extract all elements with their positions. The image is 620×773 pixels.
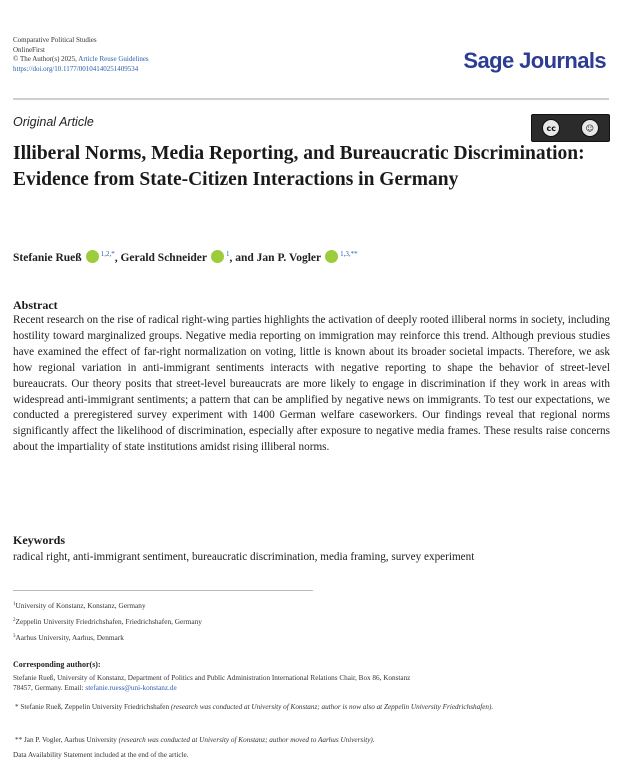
journal-meta (13, 36, 149, 74)
author-name[interactable]: Stefanie Rueß (13, 252, 82, 264)
affiliation-item: $^3$Aarhus University, Aarhus, Denmark (13, 633, 124, 642)
author-affiliation-marks: 1,3,** (340, 250, 358, 258)
orcid-icon[interactable] (325, 250, 338, 263)
abstract-heading: Abstract (13, 298, 58, 312)
author-affiliation-marks: 1,2,* (100, 250, 115, 258)
orcid-icon[interactable] (211, 250, 224, 263)
abstract-text: Recent research on the rise of radical right-wing parties highlights the activation of deeply rooted illiberal norms in society, including hostility toward marginalized groups. Negative media reporting on immigration may reinforce this trend. Although previous studies have examined the effect of far-right normalization on voting, little is known about its broader societal impacts. Therefore, we ask how regional variation in anti-immigrant sentiments interacts with negative reporting to shape the behavior of street-level bureaucrats. Our theory posits that street-level bureaucrats are more likely to engage in discrimination if they work in areas with widespread anti-immigrant sentiments; a pattern that can be amplified by negative news on immigrants. To test our expectations, we conducted a preregistered survey experiment with 1400 German welfare caseworkers. Our findings reveal that regional norms significantly affect the likelihood of discrimination, especially after exposure to negative media frames. These results raise concerns about the impartiality of state institutions amidst rising illiberal norms. (13, 314, 611, 454)
by-attribution-icon: ☺ (581, 119, 599, 137)
affiliation-item: $^2$Zeppelin University Friedrichshafen, Friedrichshafen, Germany (13, 617, 202, 626)
keywords-text: radical right, anti-immigrant sentiment, bureaucratic discrimination, media framing, survey experiment (13, 551, 475, 563)
header-divider (13, 98, 609, 100)
copyright-line (13, 55, 149, 65)
reuse-guidelines-link[interactable]: Article Reuse Guidelines (78, 55, 149, 64)
cc-license-badge[interactable] (531, 114, 610, 142)
publication-status: OnlineFirst (13, 45, 45, 54)
author-list: Stefanie Rueß $^{1,2,*}$, Gerald Schneider $^1$, and Jan P. Vogler $^{1,3,**}$ (13, 250, 358, 264)
cc-icon: cc (542, 119, 560, 137)
author-affiliation-marks: 1 (226, 250, 230, 258)
article-type-label: Original Article (13, 115, 94, 129)
corresponding-author-details (13, 673, 610, 693)
author-note: * Stefanie Rueß, Zeppelin University Friedrichshafen (research was conducted at University of Konstanz; author is now also at Zeppelin University Friedrichshafen). (15, 703, 494, 711)
corresponding-author-heading: Corresponding author(s): (13, 660, 101, 669)
orcid-icon[interactable] (86, 250, 99, 263)
publisher-logo: Sage Journals (463, 48, 606, 73)
data-availability-statement: Data Availability Statement included at the end of the article. (13, 751, 189, 759)
author-name[interactable]: and Jan P. Vogler (235, 252, 322, 264)
article-title: Illiberal Norms, Media Reporting, and Bureaucratic Discrimination: Evidence from State-Citizen Interactions in Germany (13, 143, 585, 190)
author-note: ** Jan P. Vogler, Aarhus University (research was conducted at University of Konstanz; author moved to Aarhus University). (15, 736, 375, 744)
journal-name: Comparative Political Studies (13, 36, 97, 44)
corresponding-address: Stefanie Rueß, University of Konstanz, Department of Politics and Public Administration International Relations Chair, Box 86, Konstanz (13, 674, 411, 682)
corresponding-email-line: 78457, Germany. Email: stefanie.ruess@uni-konstanz.de (13, 684, 177, 692)
keywords-heading: Keywords (13, 533, 65, 547)
author-name[interactable]: Gerald Schneider (120, 252, 208, 264)
affiliation-item: $^1$University of Konstanz, Konstanz, Germany (13, 601, 146, 610)
doi-link[interactable]: https://doi.org/10.1177/00104140251409534 (13, 64, 139, 73)
email-link[interactable]: stefanie.ruess@uni-konstanz.de (85, 684, 177, 692)
copyright-text: © The Author(s) 2025, (13, 55, 77, 64)
footnote-divider (13, 590, 313, 591)
